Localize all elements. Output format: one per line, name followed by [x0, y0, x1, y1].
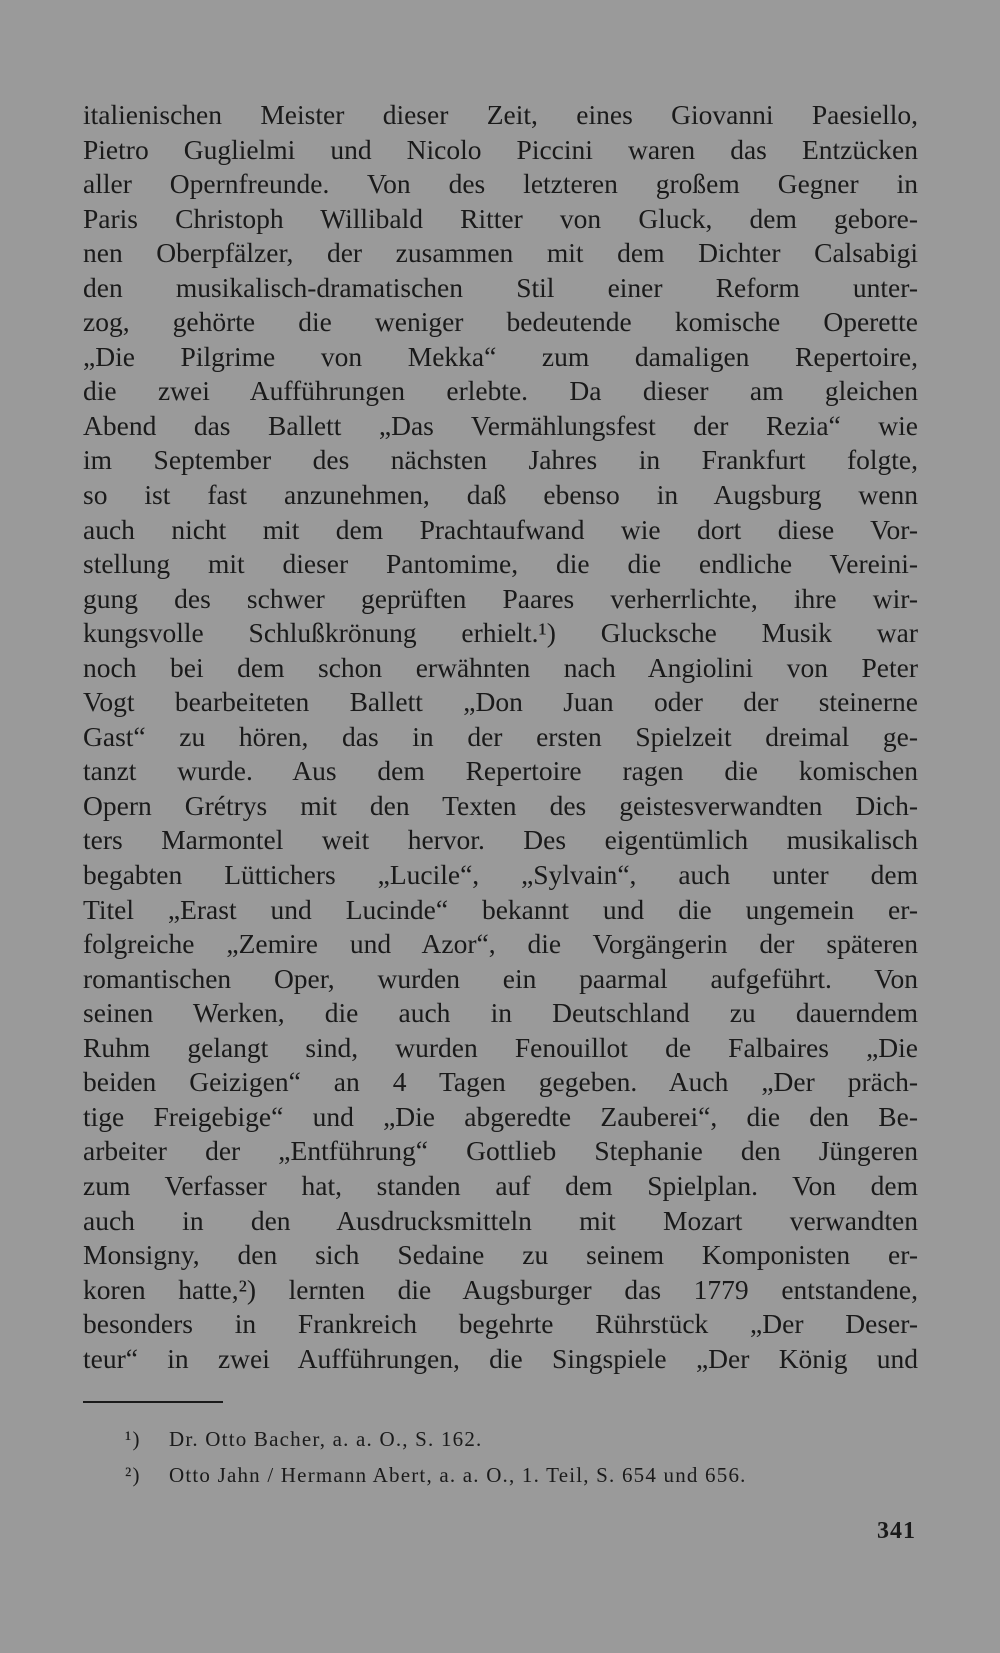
text-line: Ruhm gelangt sind, wurden Fenouillot de Falbaires „Die: [83, 1031, 918, 1063]
text-line: aller Opernfreunde. Von des letzteren großem Gegner in: [83, 168, 918, 200]
footnote-mark: ¹): [125, 1427, 141, 1451]
text-line: stellung mit dieser Pantomime, die die endliche Vereini-: [83, 548, 918, 580]
text-line: „Die Pilgrime von Mekka“ zum damaligen Repertoire,: [83, 340, 918, 372]
text-line: Opern Grétrys mit den Texten des geistesverwandten Dich-: [83, 789, 918, 821]
text-line: kungsvolle Schlußkrönung erhielt.¹) Glucksche Musik war: [83, 617, 918, 649]
text-line: zum Verfasser hat, standen auf dem Spielplan. Von dem: [83, 1169, 918, 1201]
text-line: Vogt bearbeiteten Ballett „Don Juan oder der steinerne: [83, 686, 918, 718]
text-line: gung des schwer geprüften Paares verherrlichte, ihre wir-: [83, 582, 918, 614]
text-line: Pietro Guglielmi und Nicolo Piccini waren das Entzücken: [83, 133, 918, 165]
footnote-text: Dr. Otto Bacher, a. a. O., S. 162.: [169, 1427, 483, 1451]
text-line: zog, gehörte die weniger bedeutende komische Operette: [83, 306, 918, 338]
text-line: italienischen Meister dieser Zeit, eines Giovanni Paesiello,: [83, 99, 918, 130]
text-line: begabten Lüttichers „Lucile“, „Sylvain“, auch unter dem: [83, 859, 918, 891]
text-line: tige Freigebige“ und „Die abgeredte Zauberei“, die den Be-: [83, 1100, 918, 1132]
text-line: auch in den Ausdrucksmitteln mit Mozart verwandten: [83, 1204, 918, 1236]
footnotes: [125, 1421, 920, 1493]
text-line: Gast“ zu hören, das in der ersten Spielzeit dreimal ge-: [83, 720, 918, 752]
footnote: [125, 1421, 920, 1457]
footnote-text: Otto Jahn / Hermann Abert, a. a. O., 1. Teil, S. 654 und 656.: [169, 1463, 747, 1487]
text-line: ters Marmontel weit hervor. Des eigentümlich musikalisch: [83, 824, 918, 856]
text-line: die zwei Aufführungen erlebte. Da dieser am gleichen: [83, 375, 918, 407]
text-line: folgreiche „Zemire und Azor“, die Vorgängerin der späteren: [83, 928, 918, 960]
text-line: noch bei dem schon erwähnten nach Angiolini von Peter: [83, 651, 918, 683]
text-line: arbeiter der „Entführung“ Gottlieb Stephanie den Jüngeren: [83, 1135, 918, 1167]
text-line: den musikalisch-dramatischen Stil einer Reform unter-: [83, 271, 918, 303]
text-line: romantischen Oper, wurden ein paarmal aufgeführt. Von: [83, 962, 918, 994]
text-line: nen Oberpfälzer, der zusammen mit dem Dichter Calsabigi: [83, 237, 918, 269]
text-line: tanzt wurde. Aus dem Repertoire ragen die komischen: [83, 755, 918, 787]
text-line: auch nicht mit dem Prachtaufwand wie dort diese Vor-: [83, 513, 918, 545]
body-text: [83, 98, 918, 1376]
text-line: Monsigny, den sich Sedaine zu seinem Komponisten er-: [83, 1239, 918, 1271]
text-line: im September des nächsten Jahres in Frankfurt folgte,: [83, 444, 918, 476]
text-line: besonders in Frankreich begehrte Rührstück „Der Deser-: [83, 1308, 918, 1340]
text-line: beiden Geizigen“ an 4 Tagen gegeben. Auch „Der präch-: [83, 1066, 918, 1098]
text-line: koren hatte,²) lernten die Augsburger das 1779 entstandene,: [83, 1273, 918, 1305]
text-line: teur“ in zwei Aufführungen, die Singspiele „Der König und: [83, 1342, 918, 1374]
text-line: so ist fast anzunehmen, daß ebenso in Augsburg wenn: [83, 479, 918, 511]
text-line: seinen Werken, die auch in Deutschland zu dauerndem: [83, 997, 918, 1029]
text-line: Paris Christoph Willibald Ritter von Gluck, dem gebore-: [83, 202, 918, 234]
text-line: Abend das Ballett „Das Vermählungsfest der Rezia“ wie: [83, 409, 918, 441]
footnote-separator: [83, 1401, 223, 1403]
page-number: 341: [877, 1518, 916, 1544]
text-line: Titel „Erast und Lucinde“ bekannt und die ungemein er-: [83, 893, 918, 925]
footnote-mark: ²): [125, 1463, 141, 1487]
footnote: [125, 1457, 920, 1493]
